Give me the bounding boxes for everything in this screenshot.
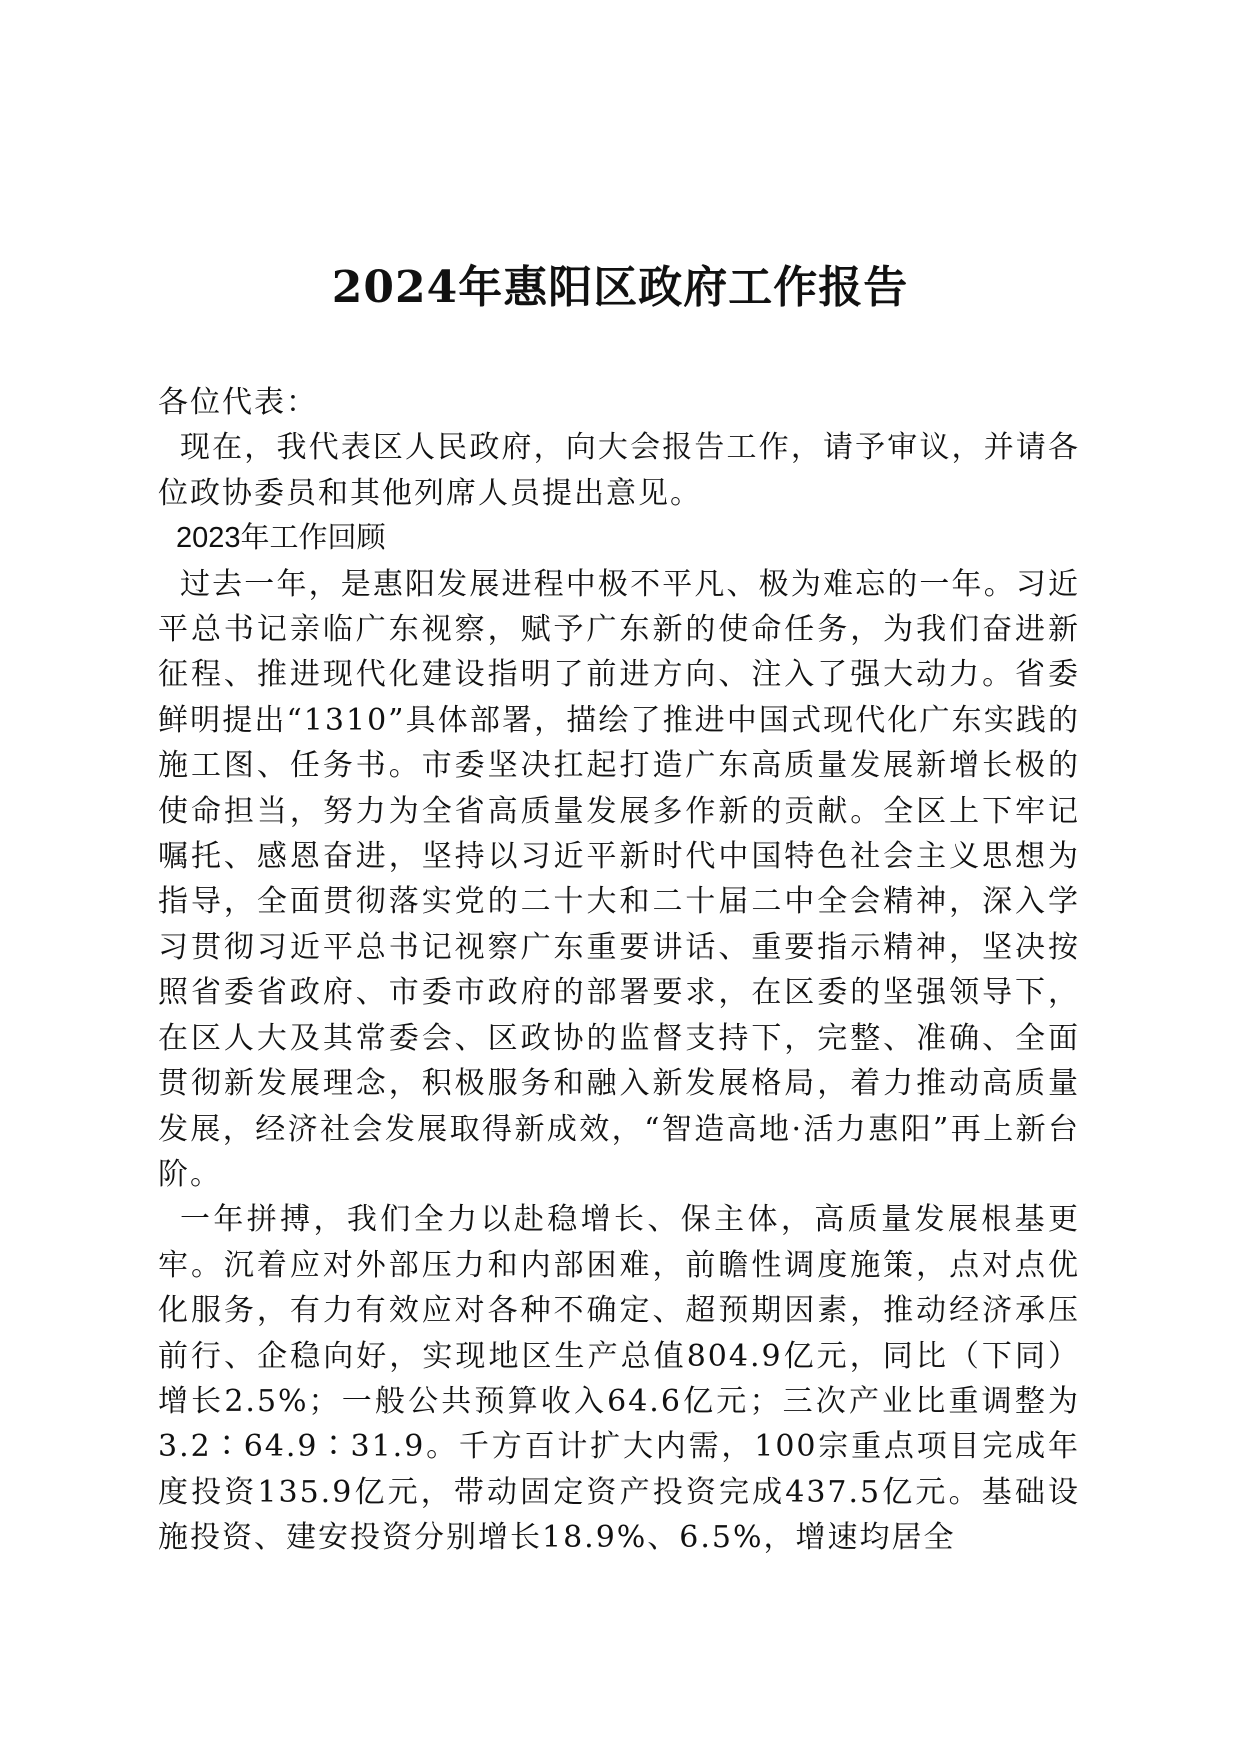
section-heading: 2023年工作回顾: [176, 522, 386, 555]
salutation: 各位代表：: [158, 385, 318, 420]
document-body: [158, 380, 1080, 1561]
intro-paragraph: 现在，我代表区人民政府，向大会报告工作，请予审议，并请各位政协委员和其他列席人员提出意见。: [158, 430, 1080, 511]
body-paragraph: 过去一年，是惠阳发展进程中极不平凡、极为难忘的一年。习近平总书记亲临广东视察，赋予广东新的使命任务，为我们奋进新征程、推进现代化建设指明了前进方向、注入了强大动力。省委鲜明提出“1310”具体部署，描绘了推进中国式现代化广东实践的施工图、任务书。市委坚决扛起打造广东高质量发展新增长极的使命担当，努力为全省高质量发展多作新的贡献。全区上下牢记嘱托、感恩奋进，坚持以习近平新时代中国特色社会主义思想为指导，全面贯彻落实党的二十大和二十届二中全会精神，深入学习贯彻习近平总书记视察广东重要讲话、重要指示精神，坚决按照省委省政府、市委市政府的部署要求，在区委的坚强领导下，在区人大及其常委会、区政协的监督支持下，完整、准确、全面贯彻新发展理念，积极服务和融入新发展格局，着力推动高质量发展，经济社会发展取得新成效，“智造高地·活力惠阳”再上新台阶。: [158, 566, 1080, 1192]
document-title: 2024年惠阳区政府工作报告: [331, 262, 909, 313]
body-paragraph: 一年拼搏，我们全力以赴稳增长、保主体，高质量发展根基更牢。沉着应对外部压力和内部困难，前瞻性调度施策，点对点优化服务，有力有效应对各种不确定、超预期因素，推动经济承压前行、企稳向好，实现地区生产总值804.9亿元，同比（下同）增长2.5%；一般公共预算收入64.6亿元；三次产业比重调整为3.2∶64.9∶31.9。千方百计扩大内需，100宗重点项目完成年度投资135.9亿元，带动固定资产投资完成437.5亿元。基础设施投资、建安投资分别增长18.9%、6.5%，增速均居全: [158, 1202, 1080, 1556]
